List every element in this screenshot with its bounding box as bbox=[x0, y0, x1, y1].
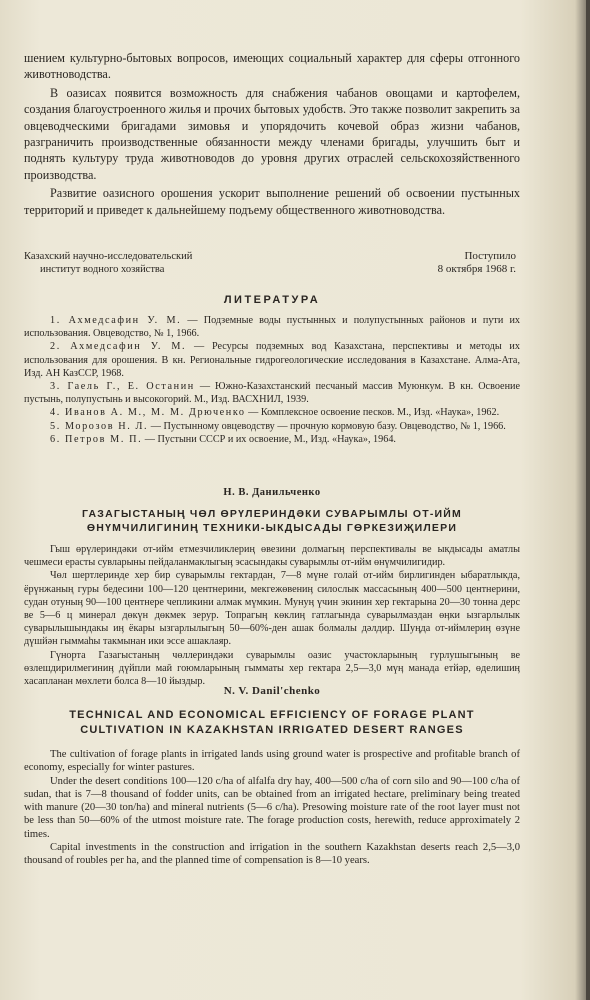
reference-item bbox=[24, 340, 520, 380]
reference-author: 3. Гаель Г., Е. Останин bbox=[50, 381, 195, 393]
received-date-value: 8 октября 1968 г. bbox=[437, 263, 516, 275]
reference-text: — Подземные воды пустынных и полупустынных районов и пути их использования. Овцеводство, № 1, 1966. bbox=[24, 315, 520, 340]
binding-edge bbox=[586, 0, 590, 1000]
english-paragraph-3: Capital investments in the construction and irrigation in the southern Kazakhstan deserts reach 2,5—3,0 thousand of roubles per ha, and the planned time of compensation is 8—10 years. bbox=[24, 842, 520, 867]
turkmen-title-line-2: ӨНҮМЧИЛИГИНИҢ ТЕХНИКИ-ЫКДЫСАДЫ ГӨРКЕЗИҖИЛЕРИ bbox=[86, 522, 458, 534]
reference-text: — Пустыни СССР и их освоение, М., Изд. «Наука», 1964. bbox=[142, 433, 396, 445]
intro-paragraph-1: шением культурно-бытовых вопросов, имеющих социальный характер для сферы отгонного животноводства. bbox=[24, 51, 520, 82]
turkmen-paragraph-1: Гыш өрүлериндәки от-ийм етмезчиликлериң өвезини долмагыӊ перспективалы ве ыкдысады аматлы чешмеси ерасты сувларыны пейдаланмаклыгыӊ эсасындакы суварымлы от-ийм өнүмчилигидир. bbox=[24, 544, 520, 569]
english-paragraph-1: The cultivation of forage plants in irrigated lands using ground water is prospective and profitable branch of economy, especially for winter pastures. bbox=[24, 749, 520, 774]
reference-author: 2. Ахмедсафин У. М. bbox=[50, 341, 187, 353]
turkmen-paragraph-3: Гүнорта Газагыстаныӊ чөллериндәки суварымлы оазис участокларының гурлушыгыныӊ ве өзлешдирилмегиниӊ дүйпли маӣ гоюмларының гымматы хер гектара 2,5—3,0 мүӊ манада етйәр, өделишиӊ хасапланан мөхлети болса 8—10 йыздыр. bbox=[24, 649, 520, 688]
reference-item bbox=[24, 406, 520, 419]
turkmen-paragraph-2: Чөл шертлеринде хер бир суварымлы гектардан, 7—8 мүне голай от-ийм бирлигинден ыбаратлыкда, ёрүнжаның гуры бедесини 100—120 центнерини, мекгежөвениӊ силослык массасыныӊ 400—500 центнерини, судан отуныӊ 90—100 центнере чепликини алмак мүмкин. Мунуӊ үчин экинин хер гектарына 20—30 тонна дерс ве 5—6 ц минерал дөкүн дөкмек зерур. Топрагыӊ көклиӊ гатлагында суварылмаздан өӊки ызгарлылык суварылышындакы иӊ ёкары ызгарлылыгыӊ 50—60%-ден ашак болмалы дәлдир. Шуӊда от-иймлериӊ өзүне дүшйән гыммаһы такмынан ики эссе ашаклаяр. bbox=[24, 570, 520, 648]
reference-author: 6. Петров М. П. bbox=[50, 433, 143, 445]
reference-item bbox=[24, 314, 520, 340]
reference-text: — Южно-Казахстанский песчаный массив Муюнкум. В кн. Освоение пустынь, полупустынь и высокогорий. М., Изд. ВАСХНИЛ, 1939. bbox=[24, 381, 520, 406]
reference-item bbox=[24, 380, 520, 406]
received-label: Поступило bbox=[464, 250, 516, 262]
english-abstract bbox=[24, 685, 520, 868]
reference-author: 1. Ахмедсафин У. М. bbox=[50, 315, 182, 326]
institution-line-2: институт водного хозяйства bbox=[40, 264, 165, 275]
reference-author: 5. Морозов Н. Л. bbox=[50, 420, 149, 432]
reference-item bbox=[24, 433, 520, 446]
reference-text: — Ресурсы подземных вод Казахстана, перспективы и методы их использования для орошения. В кн. Региональные гидрогеологические исследования в Казахстане. Алма-Ата, Изд. АН КазССР, 1968. bbox=[24, 341, 520, 379]
reference-text: — Пустынному овцеводству — прочную кормовую базу. Овцеводство, № 1, 1966. bbox=[148, 420, 506, 432]
literature-title: ЛИТЕРАТУРА bbox=[223, 294, 321, 306]
english-paragraph-2: Under the desert conditions 100—120 c/ha of alfalfa dry hay, 400—500 c/ha of corn silo and 90—100 c/ha of sudan, that is 7—8 thousand of fodder units, can be obtained from an irrigated hectare, preliminary being treated with manure (20—30 ton/ha) and mineral nutrients (5—6 c/ha). Presowing moisture rate of the root layer must not be less than 50—60% of the utmost moisture rate. The forage production costs, herewith, reduce approximately 2 times. bbox=[24, 775, 520, 840]
literature-section bbox=[24, 294, 520, 446]
reference-author: 4. Иванов А. М., М. М. Дрюченко bbox=[50, 407, 246, 419]
turkmen-title-line-1: ГАЗАГЫСТАНЫҢ ЧӨЛ ӨРҮЛЕРИНДӘКИ СУВАРЫМЛЫ ОТ-ИЙМ bbox=[82, 508, 462, 520]
institution-affiliation bbox=[24, 250, 192, 276]
reference-item bbox=[24, 420, 520, 433]
institution-line-1: Казахский научно-исследовательский bbox=[24, 251, 193, 262]
received-date bbox=[410, 250, 516, 276]
intro-paragraph-2: В оазисах появится возможность для снабжения чабанов овощами и картофелем, создания благоустроенного жилья и прочих бытовых удобств. Это также позволит закрепить за овцеводческими бригадами зимовья и упорядочить кочевой образ жизни чабанов, разграничить производственные обязанности между членами бригады, улучшить быт и поднять культуру труда животноводов до уровня других отраслей сельскохозяйственного производства. bbox=[24, 85, 520, 182]
english-author: N. V. Danil'chenko bbox=[223, 685, 321, 697]
turkmen-abstract bbox=[24, 487, 520, 688]
english-title-line-2: CULTIVATION IN KAZAKHSTAN IRRIGATED DESERT RANGES bbox=[80, 724, 464, 736]
english-title-line-1: TECHNICAL AND ECONOMICAL EFFICIENCY OF FORAGE PLANT bbox=[69, 709, 475, 721]
intro-paragraph-3: Развитие оазисного орошения ускорит выполнение решений об освоении пустынных территорий и приведет к дальнейшему подъему общественного животноводства. bbox=[24, 186, 520, 217]
reference-text: — Комплексное освоение песков. М., Изд. «Наука», 1962. bbox=[245, 407, 500, 419]
turkmen-author: Н. В. Данильченко bbox=[223, 487, 321, 498]
intro-section bbox=[24, 50, 520, 218]
reference-list bbox=[24, 314, 520, 446]
